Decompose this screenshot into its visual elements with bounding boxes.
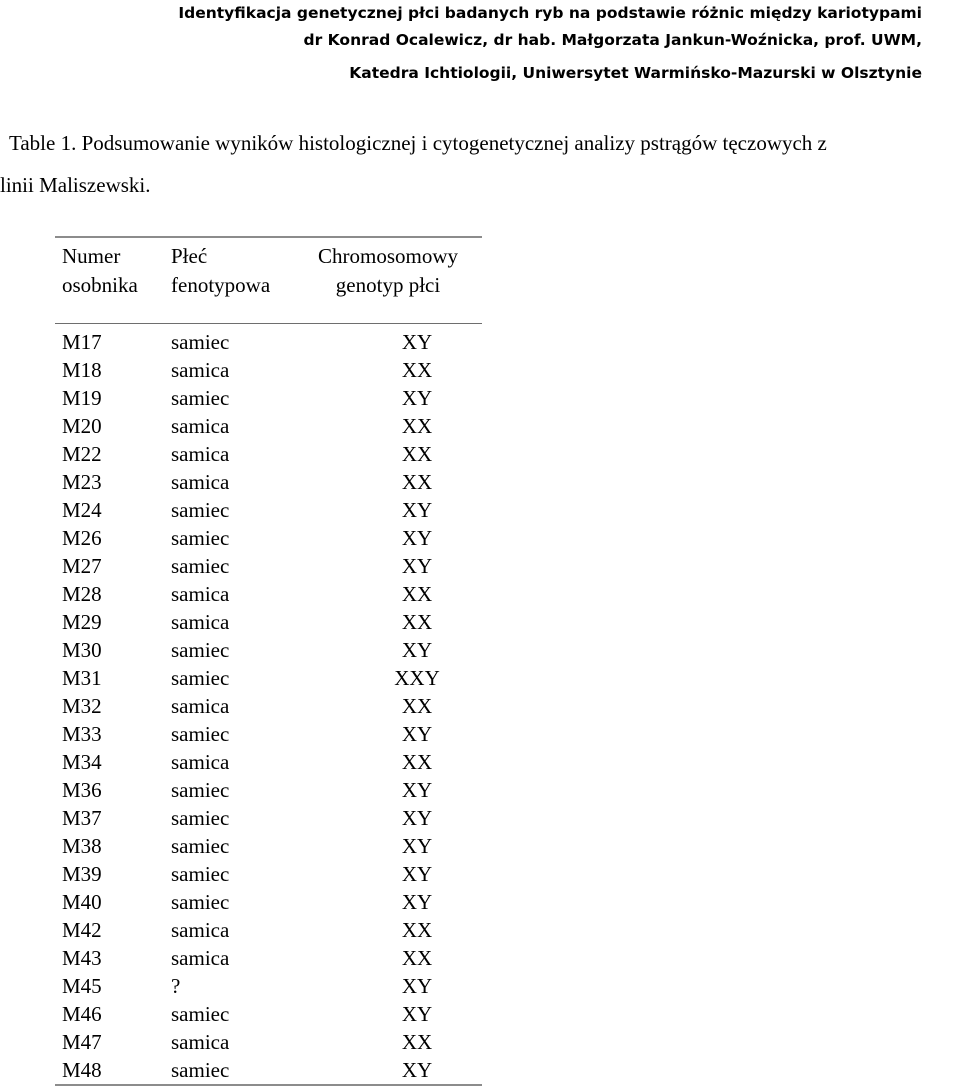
page-header: [178, 0, 922, 87]
table-row: [55, 384, 482, 412]
row-genotype: XY: [401, 330, 433, 354]
row-genotype: XY: [401, 526, 433, 550]
row-genotype: XY: [401, 1002, 433, 1026]
table-caption: [0, 122, 960, 206]
row-sex: samiec: [171, 526, 230, 550]
row-genotype: XY: [401, 778, 433, 802]
row-sex: samiec: [171, 330, 230, 354]
table-row: [55, 412, 482, 440]
table-row: [55, 804, 482, 832]
row-genotype: XX: [401, 470, 433, 494]
row-genotype: XY: [401, 834, 433, 858]
column-header-genotype-line1: Chromosomowy: [317, 244, 458, 268]
row-genotype: XY: [401, 890, 433, 914]
row-sex: samica: [171, 946, 230, 970]
row-sex: samica: [171, 610, 230, 634]
row-sex: samiec: [171, 666, 230, 690]
row-sex: samiec: [171, 890, 230, 914]
header-authors: dr Konrad Ocalewicz, dr hab. Małgorzata Jankun-Woźnicka, prof. UWM,: [303, 31, 922, 49]
row-id: M26: [62, 526, 102, 550]
row-id: M20: [62, 414, 102, 438]
row-sex: samica: [171, 582, 230, 606]
row-genotype: XY: [401, 806, 433, 830]
row-id: M32: [62, 694, 102, 718]
table-row: [55, 692, 482, 720]
row-id: M28: [62, 582, 102, 606]
table-body: [55, 324, 482, 1086]
row-sex: samica: [171, 442, 230, 466]
row-id: M46: [62, 1002, 102, 1026]
row-sex: samiec: [171, 554, 230, 578]
row-sex: samica: [171, 358, 230, 382]
row-genotype: XY: [401, 722, 433, 746]
row-id: M38: [62, 834, 102, 858]
row-sex: samica: [171, 750, 230, 774]
row-genotype: XX: [401, 582, 433, 606]
table-row: [55, 972, 482, 1000]
table-row: [55, 860, 482, 888]
row-id: M24: [62, 498, 102, 522]
column-header-sex: [171, 242, 270, 300]
row-genotype: XX: [401, 610, 433, 634]
row-genotype: XY: [401, 638, 433, 662]
column-header-sex-line2: fenotypowa: [171, 273, 271, 297]
row-genotype: XY: [401, 498, 433, 522]
row-id: M43: [62, 946, 102, 970]
row-sex: ?: [171, 974, 181, 998]
row-id: M18: [62, 358, 102, 382]
results-table: [55, 236, 482, 1086]
table-row: [55, 1000, 482, 1028]
table-row: [55, 356, 482, 384]
caption-line-2: linii Maliszewski.: [0, 173, 151, 197]
table-row: [55, 916, 482, 944]
column-header-genotype: [303, 242, 473, 300]
row-genotype: XX: [401, 750, 433, 774]
row-sex: samiec: [171, 1058, 230, 1082]
row-id: M45: [62, 974, 102, 998]
row-genotype: XX: [401, 358, 433, 382]
row-sex: samiec: [171, 834, 230, 858]
row-sex: samiec: [171, 1002, 230, 1026]
table-row: [55, 552, 482, 580]
row-sex: samica: [171, 1030, 230, 1054]
row-id: M42: [62, 918, 102, 942]
row-id: M17: [62, 330, 102, 354]
table-row: [55, 580, 482, 608]
table-header: [55, 238, 482, 324]
table-row: [55, 468, 482, 496]
row-genotype: XY: [401, 1058, 433, 1082]
row-id: M27: [62, 554, 102, 578]
row-sex: samica: [171, 414, 230, 438]
column-header-id: [62, 242, 138, 300]
row-id: M47: [62, 1030, 102, 1054]
row-genotype: XX: [401, 414, 433, 438]
table-row: [55, 832, 482, 860]
table-row: [55, 440, 482, 468]
row-sex: samica: [171, 694, 230, 718]
row-id: M40: [62, 890, 102, 914]
table-row: [55, 1028, 482, 1056]
row-sex: samica: [171, 470, 230, 494]
row-genotype: XY: [401, 862, 433, 886]
row-genotype: XX: [401, 1030, 433, 1054]
table-row: [55, 944, 482, 972]
row-genotype: XXY: [394, 666, 440, 690]
table-row: [55, 636, 482, 664]
row-id: M34: [62, 750, 102, 774]
row-genotype: XY: [401, 554, 433, 578]
column-header-sex-line1: Płeć: [171, 244, 208, 268]
column-header-id-line2: osobnika: [62, 273, 138, 297]
header-affiliation: Katedra Ichtiologii, Uniwersytet Warmińsko-Mazurski w Olsztynie: [349, 64, 922, 82]
table-row: [55, 496, 482, 524]
table-row: [55, 524, 482, 552]
row-id: M39: [62, 862, 102, 886]
row-genotype: XX: [401, 442, 433, 466]
row-id: M31: [62, 666, 102, 690]
table-row: [55, 720, 482, 748]
row-id: M29: [62, 610, 102, 634]
row-id: M30: [62, 638, 102, 662]
column-header-genotype-line2: genotyp płci: [335, 273, 441, 297]
column-header-id-line1: Numer: [62, 244, 121, 268]
row-sex: samiec: [171, 498, 230, 522]
header-title: Identyfikacja genetycznej płci badanych ryb na podstawie różnic między kariotypami: [178, 4, 922, 22]
row-sex: samiec: [171, 722, 230, 746]
table-row: [55, 1056, 482, 1084]
row-id: M23: [62, 470, 102, 494]
row-genotype: XY: [401, 386, 433, 410]
row-sex: samiec: [171, 862, 230, 886]
row-sex: samiec: [171, 638, 230, 662]
row-genotype: XX: [401, 918, 433, 942]
table-row: [55, 748, 482, 776]
row-genotype: XY: [401, 974, 433, 998]
row-id: M48: [62, 1058, 102, 1082]
row-id: M37: [62, 806, 102, 830]
table-row: [55, 328, 482, 356]
table-row: [55, 608, 482, 636]
table-row: [55, 776, 482, 804]
row-id: M33: [62, 722, 102, 746]
table-row: [55, 888, 482, 916]
row-id: M22: [62, 442, 102, 466]
table-row: [55, 664, 482, 692]
row-id: M19: [62, 386, 102, 410]
row-genotype: XX: [401, 694, 433, 718]
row-id: M36: [62, 778, 102, 802]
row-genotype: XX: [401, 946, 433, 970]
caption-line-1: Table 1. Podsumowanie wyników histologicznej i cytogenetycznej analizy pstrągów tęczowych z: [9, 131, 827, 155]
row-sex: samiec: [171, 386, 230, 410]
row-sex: samica: [171, 918, 230, 942]
row-sex: samiec: [171, 778, 230, 802]
row-sex: samiec: [171, 806, 230, 830]
